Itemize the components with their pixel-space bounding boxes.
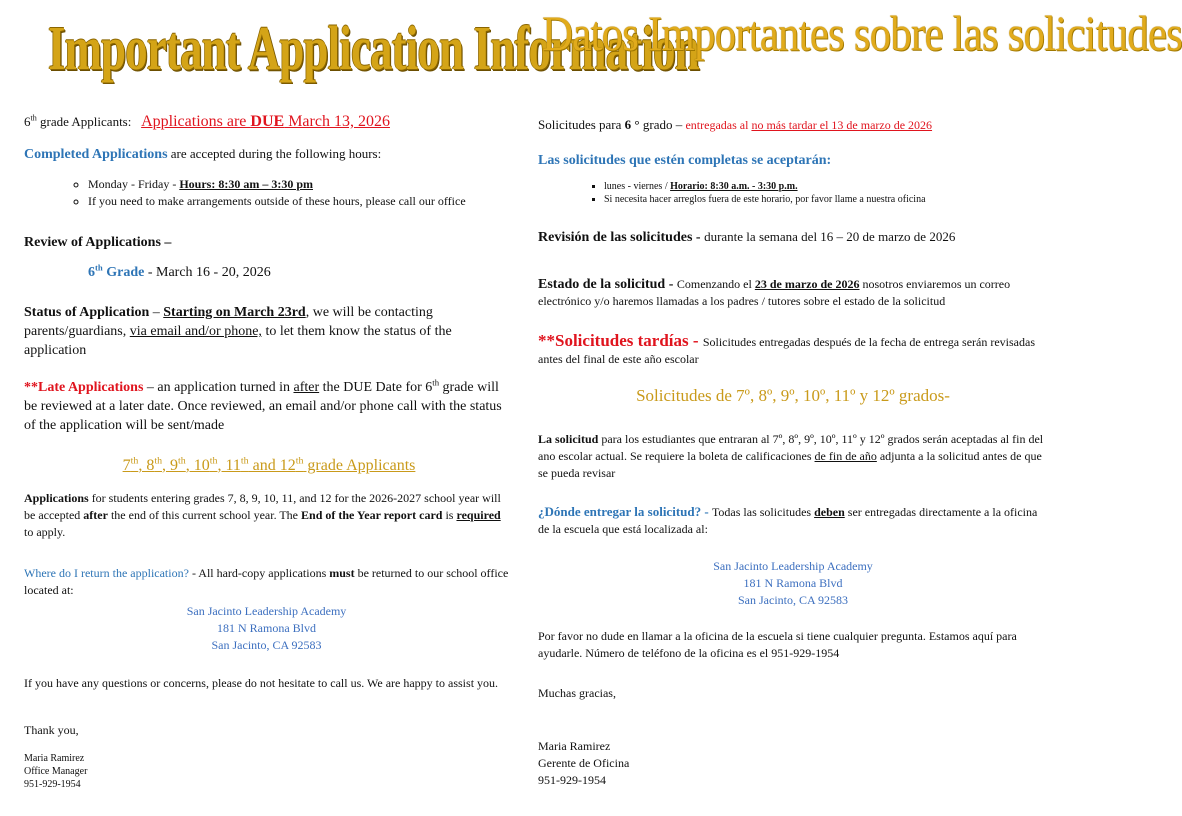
en-sig-phone: 951-929-1954 [24,779,81,790]
es-school-street: 181 N Ramona Blvd [743,576,843,590]
en-applicants-label: 6th grade Applicants: [24,113,132,129]
en-school-name: San Jacinto Leadership Academy [186,604,347,618]
en-status-paragraph: Status of Application – Starting on March 23rd, we will be contacting parents/guardians, via email and/or phone, to let them know the status of the application [24,305,452,358]
en-thanks: Thank you, [24,723,79,737]
es-upper-paragraph: La solicitud para los estudiantes que entraran al 7º, 8º, 9º, 10º, 11º y 12º grados serán aceptadas al fin del ano escolar actual. Se requiere la boleta de calificaciones de fin de año adjunta a la solicitud antes de que se pueda revisar [538,432,1044,480]
en-applicants-line [24,113,514,131]
en-hours-list [64,176,514,210]
es-arrangements-item: ▪ Si necesita hacer arreglos fuera de este horario, por favor llame a nuestra oficina [604,193,1050,206]
en-late-paragraph: **Late Applications – an application turned in after the DUE Date for 6th grade will be reviewed at a later date. Once reviewed, an email and/or phone call with the status of the application will be sent/made [24,377,502,433]
es-hours-list [580,180,1050,206]
es-review-line: Revisión de las solicitudes - durante la semana del 16 – 20 de marzo de 2026 [538,229,956,245]
en-signature [24,752,87,791]
en-upper-paragraph: Applications for students entering grades 7, 8, 9, 10, 11, and 12 for the 2026-2027 school year will be accepted after the end of this current school year. The End of the Year report card is required to apply. [24,491,501,539]
es-school-city: San Jacinto, CA 92583 [738,593,848,607]
en-completed-line: Completed Applications are accepted during the following hours: [24,146,382,162]
en-school-address [24,603,509,654]
es-late-paragraph: **Solicitudes tardías - Solicitudes entregadas después de la fecha de entrega serán revisadas antes del final de este año escolar [538,331,1036,366]
es-applicants-line: Solicitudes para 6 ° grado – entregadas al no más tardar el 13 de marzo de 2026 [538,117,933,132]
es-signature [538,738,629,789]
es-upper-heading: Solicitudes de 7º, 8º, 9º, 10º, 11º y 12º grados- [636,386,950,405]
en-due-notice: Applications are DUE March 13, 2026 [141,113,390,130]
es-return-paragraph: ¿Dónde entregar la solicitud? - Todas las solicitudes deben ser entregadas directamente a la oficina de la escuela que está localizada al: [538,504,1038,536]
en-review-grade: 6th Grade [88,262,145,280]
en-school-city: San Jacinto, CA 92583 [211,638,322,652]
en-review-heading: Review of Applications – [24,235,172,250]
es-thanks: Muchas gracias, [538,686,616,700]
en-review-line: 6th Grade - March 16 - 20, 2026 [88,262,271,280]
es-sig-title: Gerente de Oficina [538,756,630,770]
english-title: Important Application Information [48,15,699,83]
en-sig-title: Office Manager [24,766,88,777]
es-school-address [538,558,1048,609]
es-sig-name: Maria Ramirez [538,739,611,753]
es-hours-item: ▪ lunes - viernes / Horario: 8:30 a.m. - 3:30 p.m. [604,180,1050,193]
es-sig-phone: 951-929-1954 [538,773,606,787]
en-return-paragraph: Where do I return the application? - All hard-copy applications must be returned to our school office located at: [24,566,509,597]
en-upper-heading: 7th, 8th, 9th, 10th, 11th and 12th grade Applicants [122,455,416,474]
es-status-paragraph: Estado de la solicitud - Comenzando el 23 de marzo de 2026 nosotros enviaremos un correo electrónico y/o haremos llamadas a los padres / tutores sobre el estado de la solicitud [538,277,1011,308]
en-arrangements-item: ◦ If you need to make arrangements outside of these hours, please call our office [88,193,514,210]
en-completed-label: Completed Applications [24,147,168,162]
en-questions: If you have any questions or concerns, please do not hesitate to call us. We are happy to assist you. [24,676,499,690]
en-hours-item: ◦ Monday - Friday - Hours: 8:30 am – 3:30 pm [88,176,514,193]
en-sig-name: Maria Ramirez [24,753,85,764]
es-school-name: San Jacinto Leadership Academy [713,559,873,573]
es-completed-heading: Las solicitudes que estén completas se aceptarán: [538,153,832,168]
en-school-street: 181 N Ramona Blvd [217,621,316,635]
es-questions: Por favor no dude en llamar a la oficina de la escuela si tiene cualquier pregunta. Estamos aquí para ayudarle. Número de teléfono de la oficina es el 951-929-1954 [538,629,1017,660]
spanish-title: Datos Importantes sobre las solicitudes [542,5,1182,61]
